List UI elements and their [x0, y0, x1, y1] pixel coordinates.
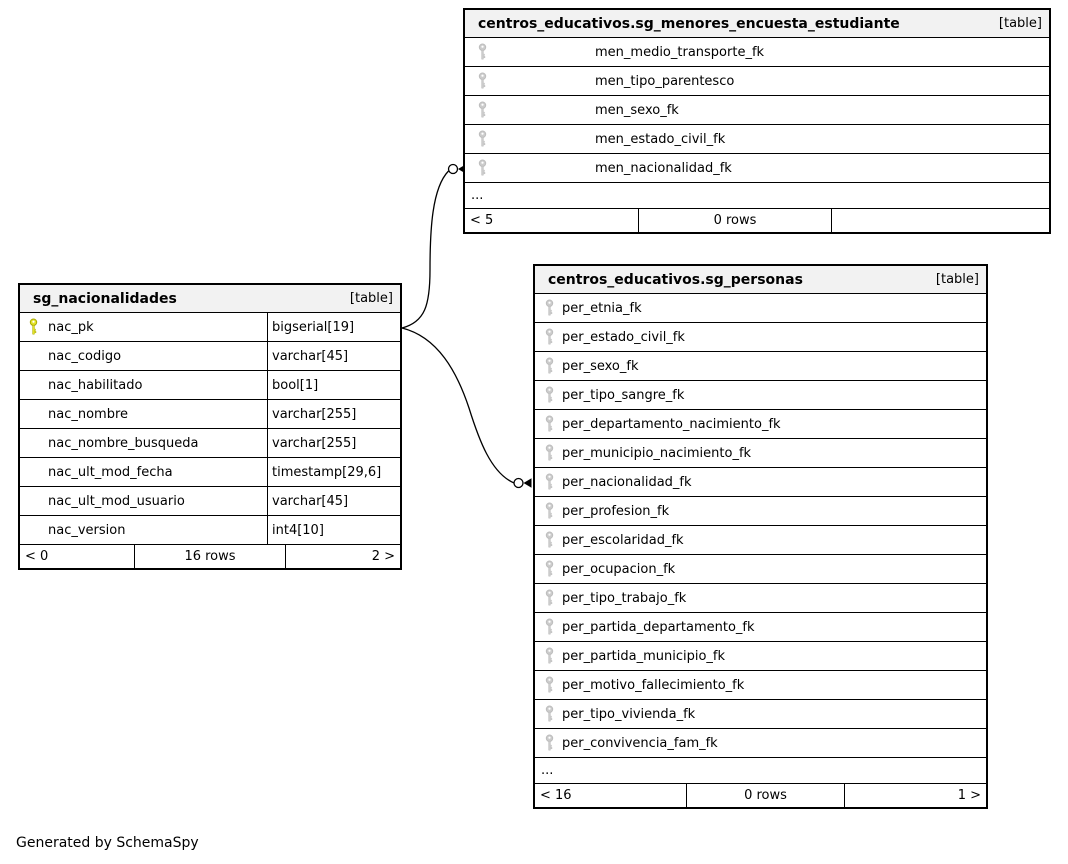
- column-row: [535, 323, 986, 352]
- column-type: varchar[45]: [272, 493, 349, 509]
- column-name: per_nacionalidad_fk: [562, 474, 692, 490]
- footer-children-count: < 5: [465, 209, 639, 232]
- arrowhead-marker: [524, 478, 532, 487]
- column-name: men_medio_transporte_fk: [595, 44, 765, 60]
- column-name-cell: [20, 429, 268, 457]
- column-name: per_sexo_fk: [562, 358, 639, 374]
- column-name-cell: [20, 342, 268, 370]
- foreign-key-icon: [545, 734, 554, 752]
- foreign-key-icon: [545, 676, 554, 694]
- foreign-key-icon: [545, 357, 554, 375]
- column-name: nac_nombre: [48, 406, 129, 422]
- column-name: per_profesion_fk: [562, 503, 670, 519]
- column-row: [535, 497, 986, 526]
- column-name: per_tipo_sangre_fk: [562, 387, 685, 403]
- column-row: [20, 313, 400, 342]
- column-name: per_motivo_fallecimiento_fk: [562, 677, 745, 693]
- column-row: [535, 410, 986, 439]
- column-row: [535, 700, 986, 729]
- column-name: per_etnia_fk: [562, 300, 642, 316]
- foreign-key-icon: [545, 502, 554, 520]
- column-row: [20, 400, 400, 429]
- column-name: per_ocupacion_fk: [562, 561, 676, 577]
- foreign-key-icon: [478, 159, 487, 177]
- table-type-badge: [table]: [998, 16, 1042, 31]
- column-row: [535, 439, 986, 468]
- table-node-sg-nacionalidades[interactable]: [18, 283, 402, 570]
- foreign-key-icon: [545, 299, 554, 317]
- column-type-cell: [268, 349, 400, 364]
- column-row: [535, 642, 986, 671]
- footer-rows-count: 0 rows: [639, 209, 832, 232]
- column-row: [465, 154, 1049, 183]
- foreign-key-icon: [478, 43, 487, 61]
- column-type: varchar[45]: [272, 348, 349, 364]
- column-name: per_partida_departamento_fk: [562, 619, 755, 635]
- column-name: nac_ult_mod_fecha: [48, 464, 173, 480]
- column-name: men_estado_civil_fk: [595, 131, 726, 147]
- foreign-key-icon: [545, 444, 554, 462]
- column-row: [20, 458, 400, 487]
- column-name-cell: [20, 516, 268, 544]
- table-title[interactable]: sg_nacionalidades: [33, 290, 177, 307]
- column-row: [20, 487, 400, 516]
- footer-rows-count: 0 rows: [687, 784, 845, 807]
- foreign-key-icon: [545, 560, 554, 578]
- table-footer: [20, 545, 400, 568]
- column-row: [465, 38, 1049, 67]
- column-type: int4[10]: [272, 522, 324, 538]
- table-type-badge: [table]: [349, 291, 393, 306]
- column-name-cell: [20, 371, 268, 399]
- foreign-key-icon: [545, 386, 554, 404]
- column-name: per_municipio_nacimiento_fk: [562, 445, 752, 461]
- column-name-cell: [20, 313, 268, 341]
- column-name: per_tipo_vivienda_fk: [562, 706, 696, 722]
- column-name: nac_habilitado: [48, 377, 143, 393]
- column-row: [535, 613, 986, 642]
- column-row: [465, 125, 1049, 154]
- column-name-cell: [20, 487, 268, 515]
- column-type-cell: [268, 407, 400, 422]
- generator-note: Generated by SchemaSpy: [16, 835, 199, 851]
- table-header: [535, 266, 986, 294]
- column-name: per_convivencia_fam_fk: [562, 735, 718, 751]
- primary-key-icon: [29, 318, 38, 336]
- column-name: nac_nombre_busqueda: [48, 435, 199, 451]
- footer-children-count: < 0: [20, 545, 135, 568]
- truncated-columns-row: ...: [465, 183, 1049, 209]
- table-footer: [535, 784, 986, 807]
- column-type-cell: [268, 465, 400, 480]
- column-type-cell: [268, 378, 400, 393]
- column-row: [20, 342, 400, 371]
- column-row: [535, 381, 986, 410]
- footer-rows-count: 16 rows: [135, 545, 286, 568]
- truncated-columns-row: ...: [535, 758, 986, 784]
- column-name: nac_ult_mod_usuario: [48, 493, 185, 509]
- table-node-sg-menores-encuesta-estudiante[interactable]: [463, 8, 1051, 234]
- relationship-line-nacionalidad-to-menores: [402, 171, 449, 328]
- column-row: [535, 584, 986, 613]
- foreign-key-icon: [545, 618, 554, 636]
- column-name: per_departamento_nacimiento_fk: [562, 416, 781, 432]
- column-type-cell: [268, 523, 400, 538]
- column-name: men_sexo_fk: [595, 102, 679, 118]
- relationship-line-nacionalidad-to-personas: [402, 328, 514, 483]
- foreign-key-icon: [545, 531, 554, 549]
- foreign-key-icon: [545, 589, 554, 607]
- foreign-key-icon: [478, 72, 487, 90]
- foreign-key-icon: [478, 101, 487, 119]
- foreign-key-icon: [545, 647, 554, 665]
- column-type: varchar[255]: [272, 435, 357, 451]
- footer-parents-count: 1 >: [957, 788, 981, 803]
- column-name: men_nacionalidad_fk: [595, 160, 732, 176]
- table-node-sg-personas[interactable]: [533, 264, 988, 809]
- column-type-cell: [268, 320, 400, 335]
- foreign-key-icon: [478, 130, 487, 148]
- column-row: [535, 555, 986, 584]
- table-title[interactable]: centros_educativos.sg_menores_encuesta_estudiante: [478, 15, 900, 32]
- table-footer: [465, 209, 1049, 232]
- column-name: per_escolaridad_fk: [562, 532, 684, 548]
- column-row: [20, 516, 400, 545]
- column-type: bigserial[19]: [272, 319, 355, 335]
- table-header: [465, 10, 1049, 38]
- column-name-cell: [20, 458, 268, 486]
- footer-parents-count: 2 >: [371, 549, 395, 564]
- column-row: [535, 671, 986, 700]
- column-name: nac_version: [48, 522, 126, 538]
- table-header: [20, 285, 400, 313]
- column-type-cell: [268, 494, 400, 509]
- foreign-key-icon: [545, 328, 554, 346]
- cardinality-circle-marker: [514, 479, 523, 488]
- column-name-cell: [20, 400, 268, 428]
- column-name: nac_pk: [48, 319, 94, 335]
- column-name: nac_codigo: [48, 348, 122, 364]
- column-name: per_estado_civil_fk: [562, 329, 685, 345]
- column-row: [535, 526, 986, 555]
- footer-children-count: < 16: [535, 784, 687, 807]
- column-name: per_partida_municipio_fk: [562, 648, 726, 664]
- column-type: timestamp[29,6]: [272, 464, 382, 480]
- column-row: [465, 96, 1049, 125]
- column-row: [20, 429, 400, 458]
- column-row: [535, 468, 986, 497]
- cardinality-circle-marker: [449, 165, 458, 174]
- column-row: [20, 371, 400, 400]
- column-row: [535, 294, 986, 323]
- column-name: per_tipo_trabajo_fk: [562, 590, 687, 606]
- footer-parents-count: [832, 209, 1049, 232]
- column-type-cell: [268, 436, 400, 451]
- column-type: varchar[255]: [272, 406, 357, 422]
- column-name: men_tipo_parentesco: [595, 73, 735, 89]
- column-row: [535, 352, 986, 381]
- column-type: bool[1]: [272, 377, 319, 393]
- foreign-key-icon: [545, 705, 554, 723]
- foreign-key-icon: [545, 415, 554, 433]
- table-title[interactable]: centros_educativos.sg_personas: [548, 271, 803, 288]
- foreign-key-icon: [545, 473, 554, 491]
- column-row: [465, 67, 1049, 96]
- column-row: [535, 729, 986, 758]
- table-type-badge: [table]: [935, 272, 979, 287]
